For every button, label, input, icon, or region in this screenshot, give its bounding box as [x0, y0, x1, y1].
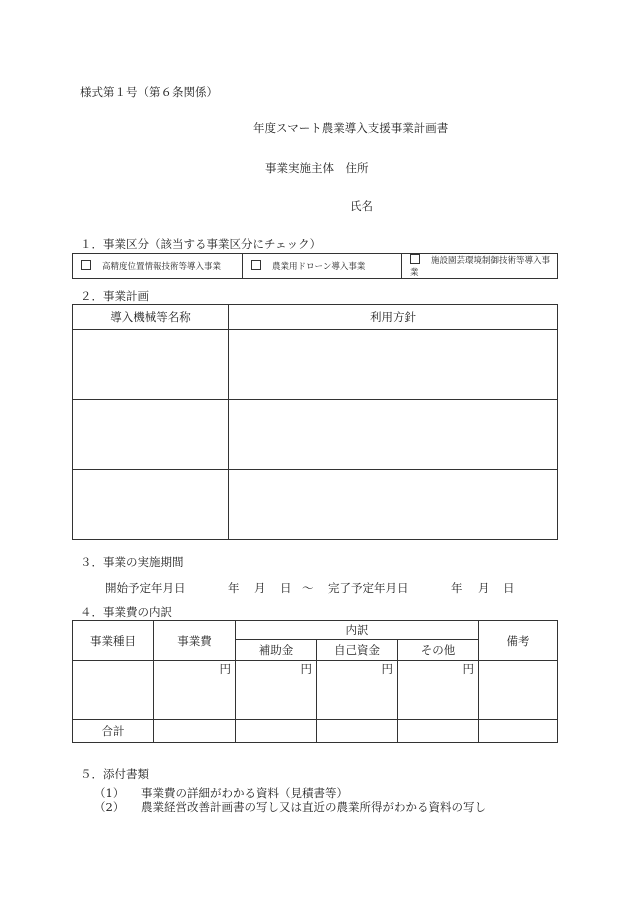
plan-cell[interactable] [229, 330, 558, 400]
attachment-text: 農業経営改善計画書の写し又は直近の農業所得がわかる資料の写し [141, 800, 486, 814]
category-option[interactable] [243, 254, 402, 279]
plan-col-equipment: 導入機械等名称 [73, 305, 229, 330]
plan-cell[interactable] [73, 330, 229, 400]
col-other: その他 [398, 640, 479, 661]
total-cell[interactable] [317, 720, 398, 743]
col-cost: 事業費 [154, 621, 236, 661]
checkbox-icon[interactable] [81, 260, 91, 270]
cost-table [72, 620, 558, 743]
section4-heading: ４．事業費の内訳 [80, 605, 172, 619]
section2-heading: ２．事業計画 [80, 289, 149, 303]
name-label: 氏名 [350, 199, 373, 213]
col-breakdown: 内訳 [236, 621, 479, 640]
category-label: 農業用ドローン導入事業 [272, 262, 366, 272]
category-label: 高精度位置情報技術等導入事業 [102, 262, 222, 272]
end-year: 年 [451, 581, 463, 595]
attachment-num: （1） [94, 786, 125, 800]
category-label: 施設園芸環境制御技術等導入事業 [410, 256, 551, 278]
address-label: 事業実施主体 住所 [265, 161, 369, 175]
category-option[interactable] [73, 254, 243, 279]
attachment-text: 事業費の詳細がわかる資料（見積書等） [141, 786, 348, 800]
total-cell[interactable] [236, 720, 317, 743]
plan-cell[interactable] [73, 400, 229, 470]
end-day: 日 [503, 581, 515, 595]
col-notes: 備考 [479, 621, 558, 661]
plan-col-policy: 利用方針 [229, 305, 558, 330]
start-date-label: 開始予定年月日 [105, 581, 186, 595]
col-own-funds: 自己資金 [317, 640, 398, 661]
category-table [72, 253, 558, 279]
checkbox-icon[interactable] [251, 260, 261, 270]
plan-cell[interactable] [229, 470, 558, 540]
total-cell[interactable] [154, 720, 236, 743]
section5-heading: ５．添付書類 [80, 767, 149, 781]
plan-table [72, 304, 558, 540]
section1-heading: １．事業区分（該当する事業区分にチェック） [80, 237, 322, 251]
attachment-num: （2） [94, 800, 125, 814]
cost-cell[interactable] [73, 661, 154, 720]
category-option[interactable] [402, 254, 558, 279]
page-title: 年度スマート農業導入支援事業計画書 [253, 121, 449, 135]
tilde: ～ [302, 581, 314, 595]
form-number: 様式第１号（第６条関係） [80, 85, 218, 99]
start-day: 日 [280, 581, 292, 595]
cost-cell[interactable]: 円 [398, 661, 479, 720]
section3-heading: ３．事業の実施期間 [80, 555, 184, 569]
col-subsidy: 補助金 [236, 640, 317, 661]
cost-cell[interactable]: 円 [236, 661, 317, 720]
plan-cell[interactable] [73, 470, 229, 540]
col-type: 事業種目 [73, 621, 154, 661]
total-cell[interactable] [398, 720, 479, 743]
start-month: 月 [254, 581, 266, 595]
total-label: 合計 [73, 720, 154, 743]
start-year: 年 [228, 581, 240, 595]
cost-cell[interactable]: 円 [317, 661, 398, 720]
end-date-label: 完了予定年月日 [328, 581, 409, 595]
end-month: 月 [478, 581, 490, 595]
cost-cell[interactable] [479, 661, 558, 720]
total-cell[interactable] [479, 720, 558, 743]
cost-cell[interactable]: 円 [154, 661, 236, 720]
plan-cell[interactable] [229, 400, 558, 470]
checkbox-icon[interactable] [410, 254, 420, 264]
